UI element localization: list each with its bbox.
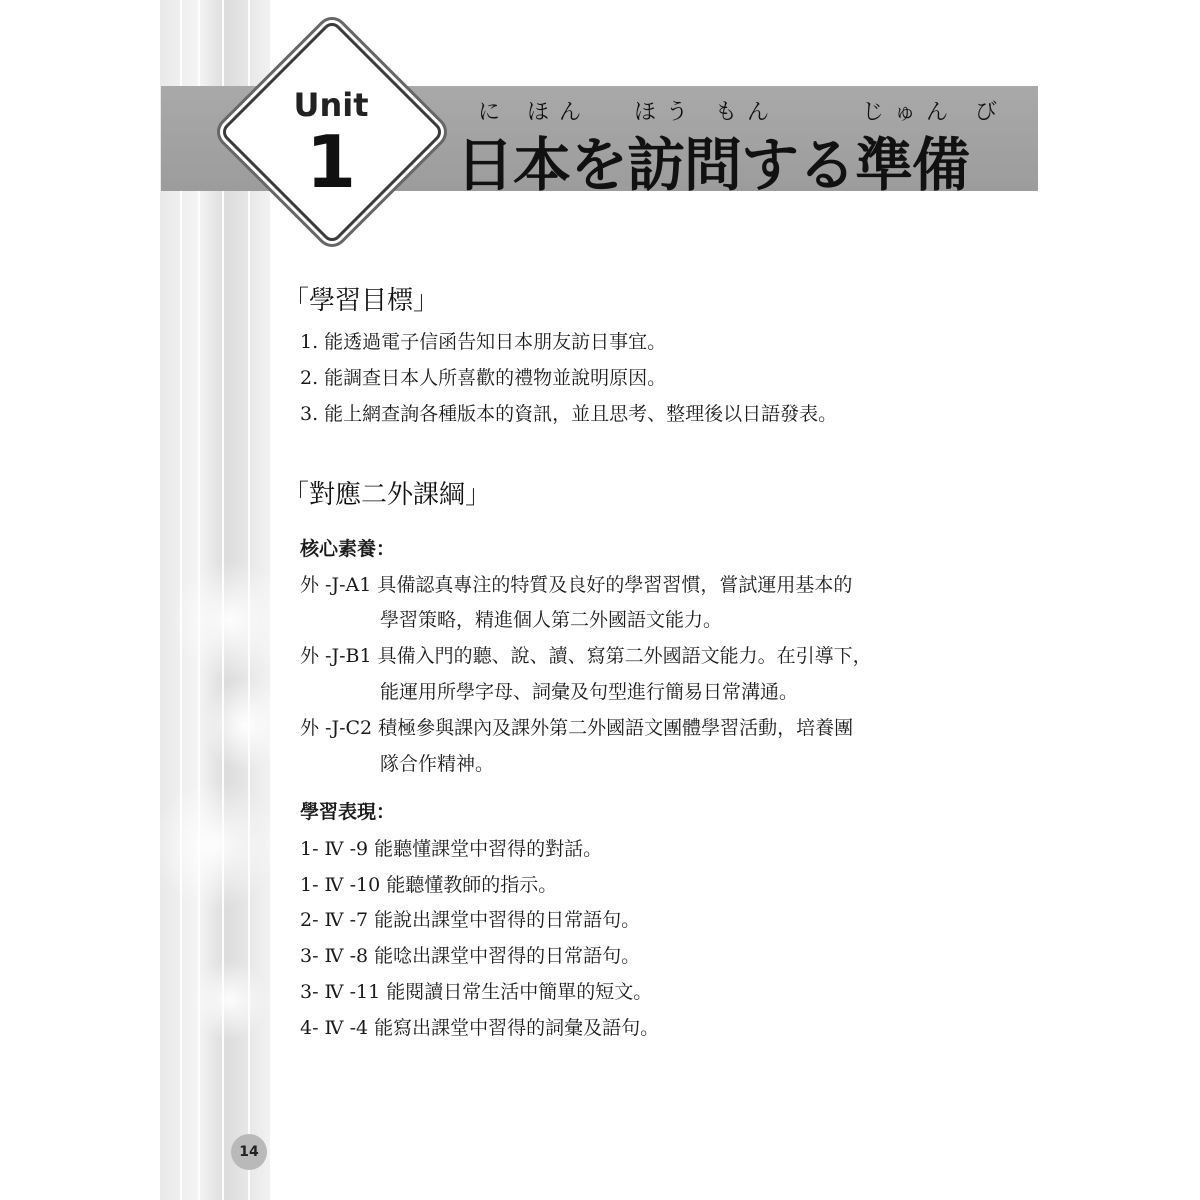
- unit-title: 日本を訪問する準備: [456, 131, 970, 199]
- unit-label: Unit: [293, 86, 369, 124]
- performance-item: 3- Ⅳ -8 能唸出課堂中習得的日常語句。: [300, 945, 641, 967]
- objective-item: 2. 能調查日本人所喜歡的禮物並說明原因。: [300, 367, 667, 389]
- performance-heading: 學習表現：: [300, 801, 396, 823]
- core-item-continuation: 能運用所學字母、詞彙及句型進行簡易日常溝通。: [380, 681, 799, 703]
- performance-item: 2- Ⅳ -7 能說出課堂中習得的日常語句。: [300, 909, 641, 931]
- decorative-glow: [190, 960, 270, 1040]
- ruby-nihon: に ほん: [478, 100, 591, 125]
- page-number: 14: [231, 1134, 267, 1170]
- core-item: 外 -J-A1 具備認真專注的特質及良好的學習習慣，嘗試運用基本的: [300, 574, 853, 596]
- objectives-heading: 「學習目標」: [283, 286, 440, 316]
- core-item: 外 -J-B1 具備入門的聽、說、讀、寫第二外國語文能力。在引導下，: [300, 645, 872, 667]
- core-competency-heading: 核心素養：: [300, 538, 396, 560]
- objective-item: 3. 能上網查詢各種版本的資訊，並且思考、整理後以日語發表。: [300, 403, 838, 425]
- ruby-houmon: ほう もん: [634, 100, 779, 125]
- core-item-continuation: 隊合作精神。: [380, 753, 495, 775]
- performance-item: 1- Ⅳ -9 能聽懂課堂中習得的對話。: [300, 838, 603, 860]
- decorative-glow: [200, 680, 290, 770]
- core-item: 外 -J-C2 積極參與課內及課外第二外國語文團體學習活動，培養團: [300, 717, 854, 739]
- performance-item: 3- Ⅳ -11 能閱讀日常生活中簡單的短文。: [300, 981, 653, 1003]
- curriculum-heading: 「對應二外課綱」: [283, 480, 492, 510]
- unit-number: 1: [305, 120, 357, 204]
- core-item-continuation: 學習策略，精進個人第二外國語文能力。: [380, 609, 723, 631]
- objective-item: 1. 能透過電子信函告知日本朋友訪日事宜。: [300, 331, 667, 353]
- performance-item: 4- Ⅳ -4 能寫出課堂中習得的詞彙及語句。: [300, 1017, 660, 1039]
- decorative-glow: [150, 780, 280, 910]
- ruby-junbi: じゅん び: [862, 100, 1007, 125]
- decorative-glow: [170, 560, 290, 680]
- performance-item: 1- Ⅳ -10 能聽懂教師的指示。: [300, 874, 558, 896]
